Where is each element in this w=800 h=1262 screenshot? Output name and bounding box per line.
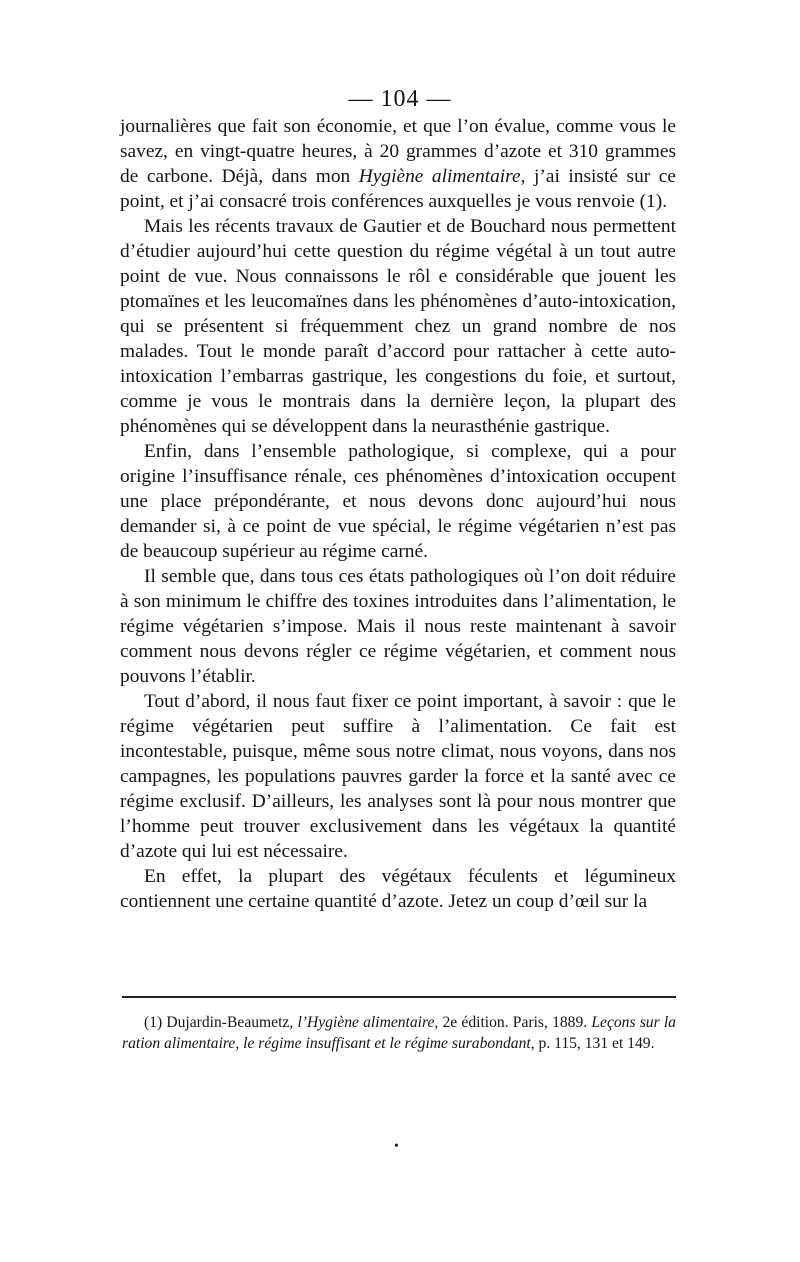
paragraph-1-italic-title: Hygiène alimentaire: [358, 166, 521, 187]
paragraph-1: [120, 114, 676, 214]
footnote-italic-b: Leçons sur la ration alimentaire, le régime insuffisant et le régime surabondant: [122, 1014, 676, 1052]
paragraph-4: Il semble que, dans tous ces états pathologiques où l’on doit réduire à son minimum le chiffre des toxines introduites dans l’alimentation, le régime végétarien s’impose. Mais il nous reste maintenant à savoir comment nous devons régler ce régime végétarien, et comment nous pouvons l’établir.: [120, 566, 676, 687]
paragraph-2: Mais les récents travaux de Gautier et de Bouchard nous permettent d’étudier aujourd’hui cette question du régime végétal à un tout autre point de vue. Nous connaissons le rôl e considérable que jouent les ptomaïnes et les leucomaïnes dans les phénomènes d’auto-intoxication, qui se présentent si fréquemment chez un grand nombre de nos malades. Tout le monde paraît d’accord pour rattacher à cette auto-intoxication l’embarras gastrique, les congestions du foie, et surtout, comme je vous le montrais dans la dernière leçon, la plupart des phénomènes qui se développent dans la neurasthénie gastrique.: [120, 216, 676, 437]
footnote-text-a: (1) Dujardin-Beaumetz,: [144, 1014, 298, 1031]
paragraph-1-text-a: journalières que fait son économie, et que l’on évalue, comme vous le savez, en vingt-quatre heures, à 20 grammes d’azote et 310 grammes de carbone. Déjà, dans mon: [120, 116, 676, 187]
paragraph-3: Enfin, dans l’ensemble pathologique, si complexe, qui a pour origine l’insuffisance rénale, ces phénomènes d’intoxication occupent une place prépondérante, et nous devons donc aujourd’hui nous demander si, à ce point de vue spécial, le régime végétarien n’est pas de beaucoup supérieur au régime carné.: [120, 441, 676, 562]
footnote-separator: [122, 996, 676, 998]
paragraph-1-text-b: , j’ai insisté sur ce point, et j’ai consacré trois conférences auxquelles je vous renvoie (1).: [120, 166, 676, 212]
body-text: [120, 114, 676, 914]
page-number: — 104 —: [348, 86, 452, 112]
footnote-text-c: , p. 115, 131 et 149.: [530, 1035, 655, 1052]
footnote-text-b: , 2e édition. Paris, 1889.: [434, 1014, 592, 1031]
bullet-mark: •: [394, 1139, 399, 1154]
footnote: [122, 1012, 676, 1054]
paragraph-5: Tout d’abord, il nous faut fixer ce point important, à savoir : que le régime végétarien peut suffire à l’alimentation. Ce fait est incontestable, puisque, même sous notre climat, nous voyons, dans nos campagnes, les populations pauvres garder la force et la santé avec ce régime exclusif. D’ailleurs, les analyses sont là pour nous montrer que l’homme peut trouver exclusivement dans les végétaux la quantité d’azote qui lui est nécessaire.: [120, 691, 676, 862]
footnote-italic-a: l’Hygiène alimentaire: [297, 1014, 435, 1031]
paragraph-6: En effet, la plupart des végétaux féculents et légumineux contiennent une certaine quantité d’azote. Jetez un coup d’œil sur la: [120, 866, 676, 912]
